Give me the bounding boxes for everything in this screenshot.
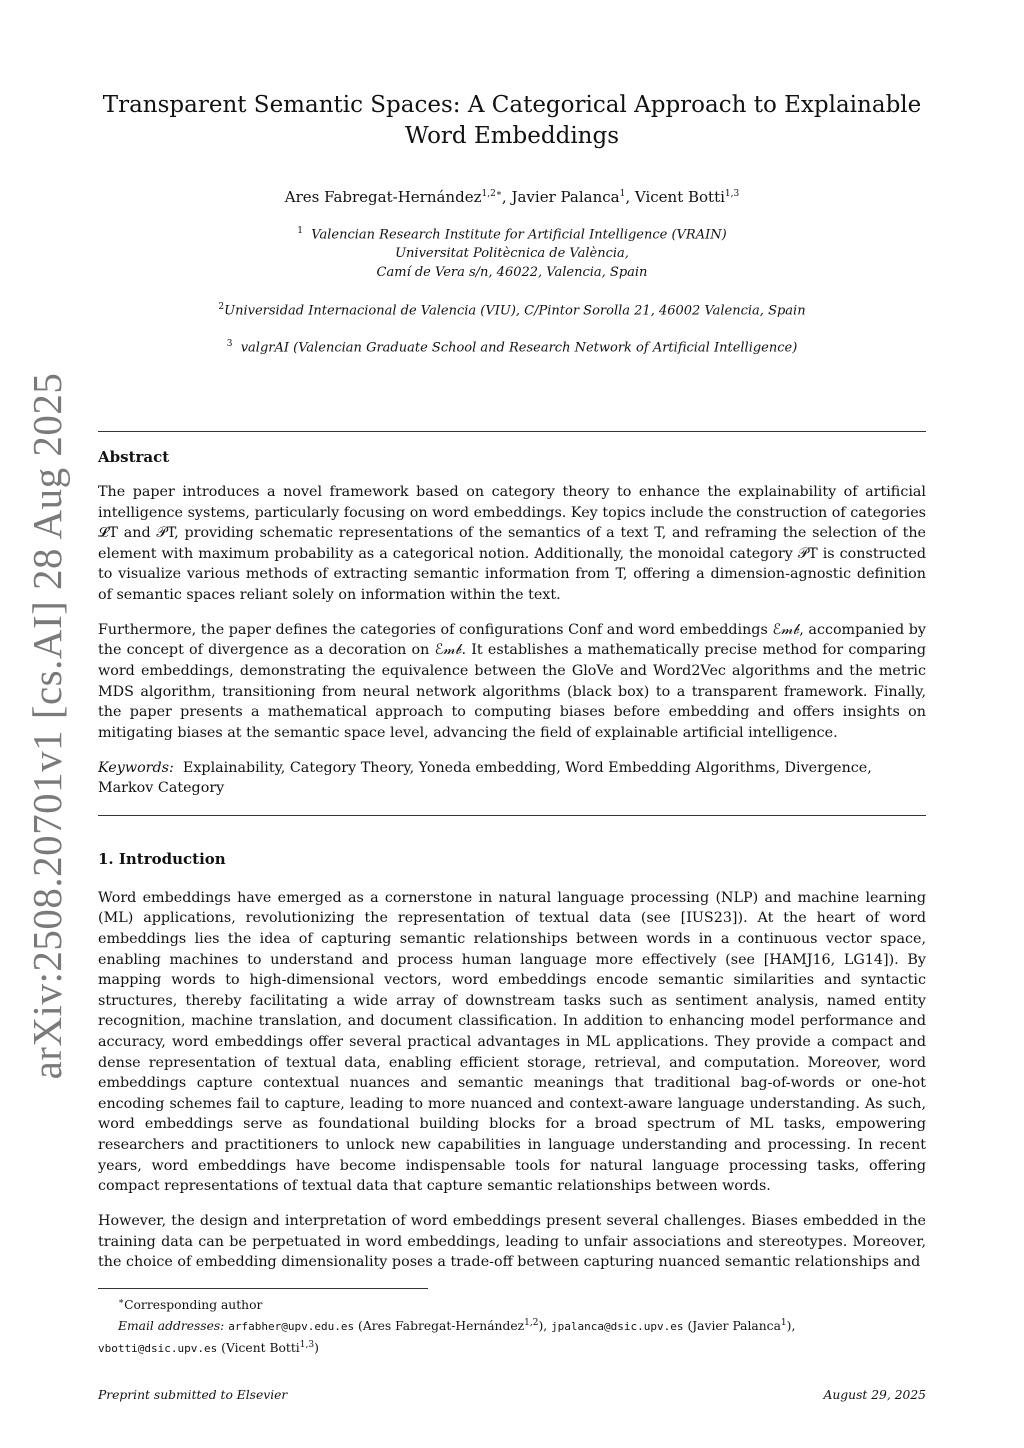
footnote-corresponding xyxy=(98,1293,926,1314)
author-affil-sup: 1,3 xyxy=(724,189,740,199)
email-label: Email addresses: xyxy=(118,1319,225,1334)
email-link[interactable]: vbotti@dsic.upv.es xyxy=(98,1342,218,1356)
author-affil-sup: 1,2∗ xyxy=(481,189,502,199)
author-name: Vicent Botti xyxy=(634,188,725,206)
affiliation-line: Universitat Politècnica de València, xyxy=(395,246,629,262)
affiliation-sup: 1 xyxy=(297,226,304,236)
footnote-emails: Email addresses: arfabher@upv.edu.es (Ares Fabregat-Hernández$^{1,2}$), jpalanca@dsic.upv.es (Javier Palanca$^1$), xyxy=(118,1318,796,1334)
author-list: Ares Fabregat-Hernández$^{1,2∗}$, Javier Palanca$^1$, Vicent Botti$^{1,3}$ xyxy=(284,188,740,206)
footnote-rule xyxy=(98,1288,428,1289)
arxiv-sidebar xyxy=(0,0,90,1448)
email-owner-sup: 1,2 xyxy=(524,1318,539,1329)
intro-paragraph: Word embeddings have emerged as a cornerstone in natural language processing (NLP) and machine learning (ML) applications, revolutionizing the representation of textual data (see [IUS23]). At the heart of word embeddings lies the idea of capturing semantic relationships between words in a continuous vector space, enabling machines to understand and process human language more effectively (see [HAMJ16, LG14]). By mapping words to high-dimensional vectors, word embeddings encode semantic similarities and syntactic structures, thereby facilitating a wide array of downstream tasks such as sentiment analysis, named entity recognition, machine translation, and document classification. In addition to enhancing model performance and accuracy, word embeddings offer several practical advantages in ML applications. They provide a compact and dense representation of textual data, enabling efficient storage, retrieval, and computation. Moreover, word embeddings capture contextual nuances and semantic meanings that traditional bag-of-words or one-hot encoding schemes fail to capture, leading to more nuanced and context-aware language understanding. As such, word embeddings serve as foundational building blocks for a broad spectrum of ML tasks, empowering researchers and practitioners to unlock new capabilities in language understanding and processing. In recent years, word embeddings have become indispensable tools for natural language processing tasks, offering compact representations of textual data that capture semantic relationships between words. xyxy=(98,889,926,1195)
email-owner-sup: 1 xyxy=(780,1318,787,1329)
affiliation-3 xyxy=(98,335,926,357)
author-affil-sup: 1 xyxy=(619,189,626,199)
footnote-text: Corresponding author xyxy=(124,1298,263,1313)
paper-page xyxy=(98,90,926,1287)
abstract-heading: Abstract xyxy=(98,447,170,466)
email-link[interactable]: jpalanca@dsic.upv.es xyxy=(551,1320,684,1334)
footnotes xyxy=(98,1288,926,1358)
arxiv-identifier: arXiv:2508.20701v1 [cs.AI] 28 Aug 2025 xyxy=(24,372,70,1080)
abstract-paragraph: The paper introduces a novel framework based on category theory to enhance the explainability of artificial intelligence systems, particularly focusing on word embeddings. Key topics include the construction of categories 𝓛T and 𝒫T, providing schematic representations of the semantics of a text T, and reframing the selection of the element with maximum probability as a categorical notion. Additionally, the monoidal category 𝒫T is constructed to visualize various methods of extracting semantic information from T, offering a dimension-agnostic definition of semantic spaces reliant solely on information within the text. xyxy=(98,483,926,603)
email-owner: (Javier Palanca xyxy=(687,1319,781,1334)
affiliation-line: Camí de Vera s/n, 46022, Valencia, Spain xyxy=(376,265,648,281)
paper-title: Transparent Semantic Spaces: A Categorical Approach to Explainable Word Embeddings xyxy=(102,92,922,149)
affiliation-sup: 3 xyxy=(226,338,233,349)
keywords xyxy=(98,758,926,799)
affiliation-line: Universidad Internacional de Valencia (VIU), C/Pintor Sorolla 21, 46002 Valencia, Spain xyxy=(224,303,806,319)
email-link[interactable]: arfabher@upv.edu.es xyxy=(228,1320,355,1334)
affiliation-1 xyxy=(98,222,926,282)
affiliation-sup: 2 xyxy=(218,302,225,313)
keywords-label: Keywords: xyxy=(98,759,174,776)
abstract-bottom-rule xyxy=(98,815,926,816)
affiliation-line: valgrAI (Valencian Graduate School and Research Network of Artificial Intelligence) xyxy=(240,339,798,355)
abstract-top-rule xyxy=(98,431,926,432)
email-owner: (Ares Fabregat-Hernández xyxy=(358,1319,525,1334)
intro-paragraph: However, the design and interpretation of word embeddings present several challenges. Biases embedded in the training data can be perpetuated in word embeddings, leading to unfair associations and stereotypes. Moreover, the choice of embedding dimensionality poses a trade-off between capturing nuanced semantic relationships and xyxy=(98,1213,926,1271)
keywords-text: Explainability, Category Theory, Yoneda embedding, Word Embedding Algorithms, Divergence, Markov Category xyxy=(98,759,872,797)
author-name: Javier Palanca xyxy=(511,188,620,206)
email-owner-sup: 1,3 xyxy=(299,1340,315,1351)
abstract-paragraph: Furthermore, the paper defines the categories of configurations Conf and word embeddings ℰ𝓂𝒷, accompanied by the concept of divergence as a decoration on ℰ𝓂𝒷. It establishes a mathematically precise method for comparing word embeddings, demonstrating the equivalence between the GloVe and Word2Vec algorithms and the metric MDS algorithm, transitioning from neural network algorithms (black box) to a transparent framework. Finally, the paper presents a mathematical approach to computing biases before embedding and offers insights on mitigating biases at the semantic space level, advancing the field of explainable artificial intelligence. xyxy=(98,621,926,741)
affiliation-line: Valencian Research Institute for Artificial Intelligence (VRAIN) xyxy=(311,227,727,243)
section-heading-introduction: 1. Introduction xyxy=(98,849,226,868)
footnote-marker: ∗ xyxy=(118,1297,125,1307)
affiliation-2 xyxy=(98,298,926,320)
author-name: Ares Fabregat-Hernández xyxy=(284,188,482,206)
footer-submission: Preprint submitted to Elsevier xyxy=(98,1388,288,1402)
email-owner: (Vicent Botti xyxy=(221,1341,300,1356)
footer-date: August 29, 2025 xyxy=(823,1388,926,1402)
footnote-emails-cont: vbotti@dsic.upv.es (Vicent Botti$^{1,3}$) xyxy=(98,1340,319,1356)
